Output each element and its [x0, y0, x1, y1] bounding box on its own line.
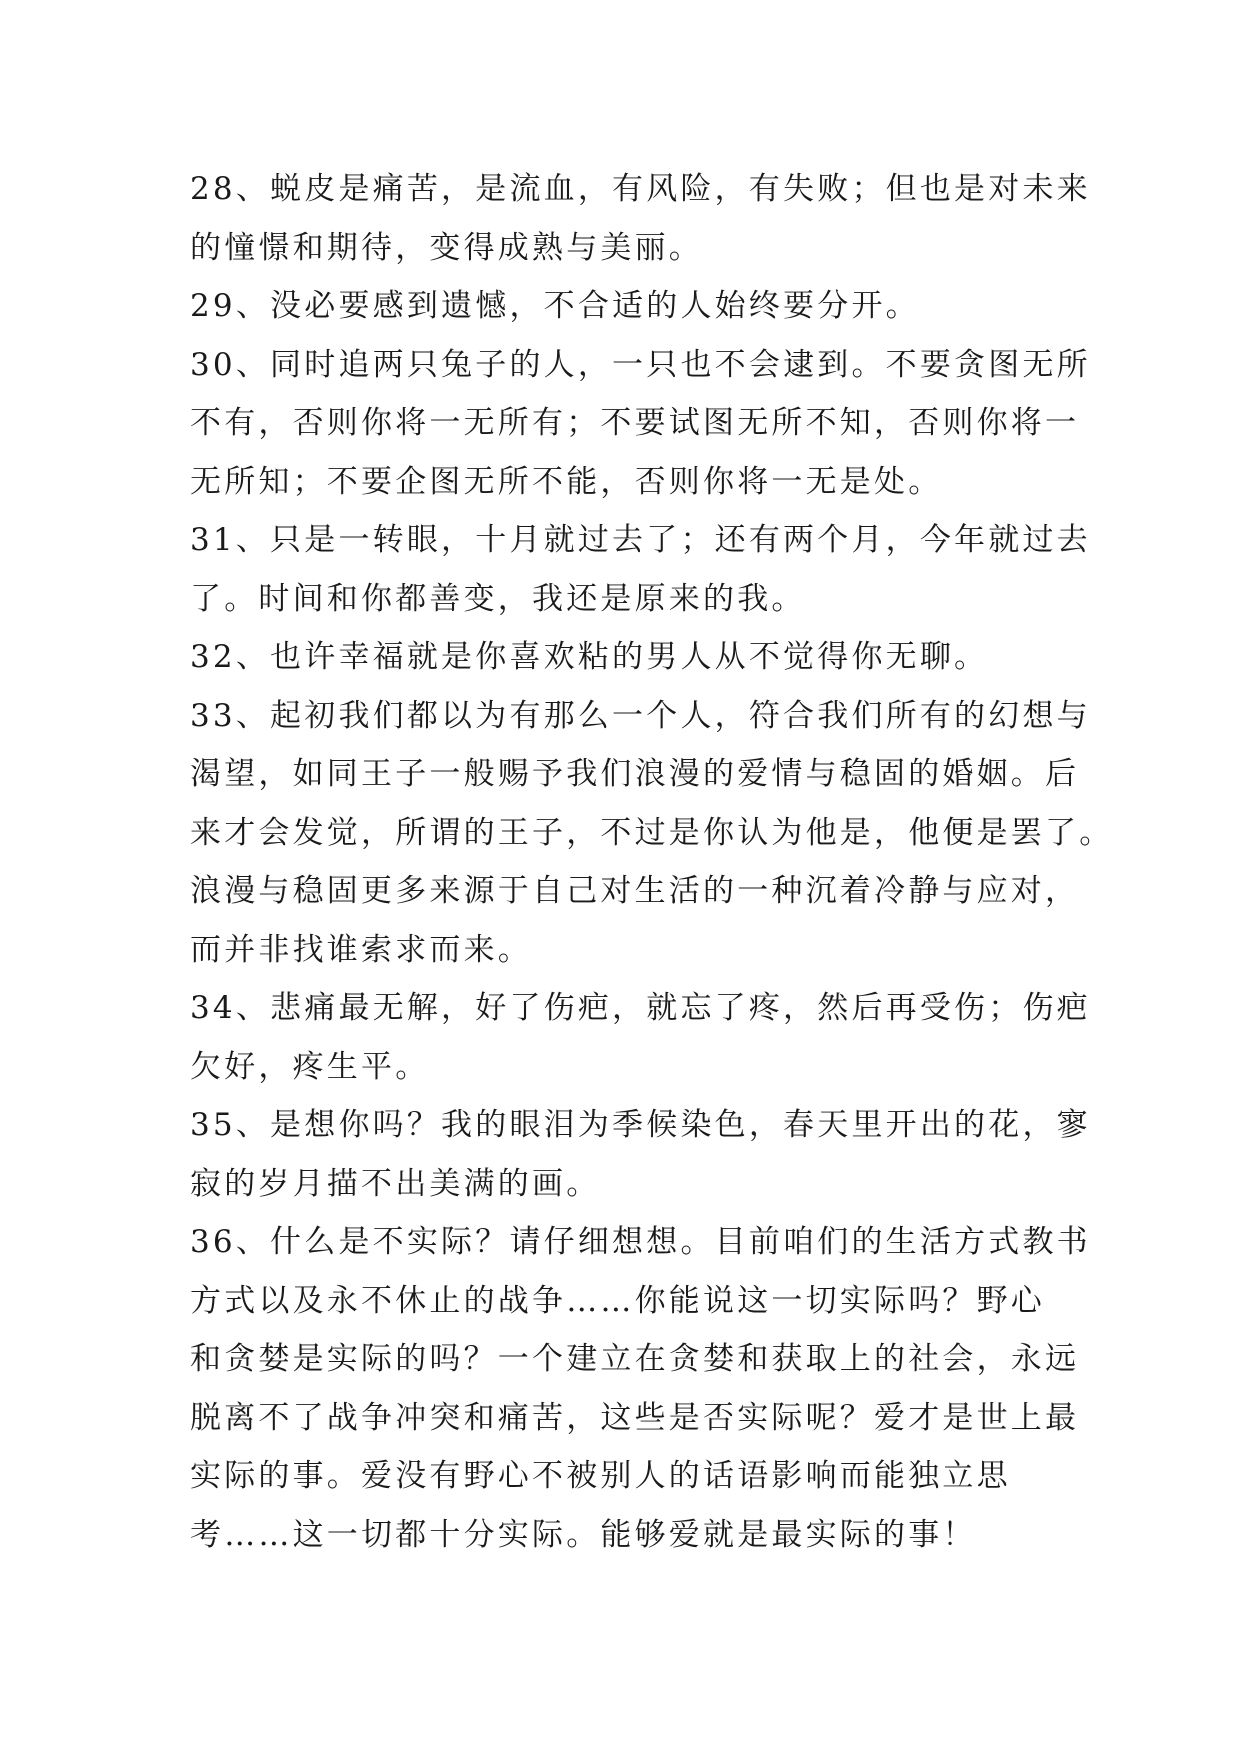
text-line: 浪漫与稳固更多来源于自己对生活的一种沉着冷静与应对， [190, 873, 1080, 909]
text-line: 30、同时追两只兔子的人，一只也不会逮到。不要贪图无所 [190, 346, 1091, 383]
document-body [190, 160, 1114, 1564]
text-line: 脱离不了战争冲突和痛苦，这些是否实际呢？爱才是世上最 [190, 1399, 1080, 1436]
text-line: 28、蜕皮是痛苦，是流血，有风险，有失败；但也是对未来 [190, 171, 1091, 207]
text-line: 36、什么是不实际？请仔细想想。目前咱们的生活方式教书 [190, 1224, 1091, 1260]
text-line: 寂的岁月描不出美满的画。 [190, 1165, 601, 1202]
text-line: 考……这一切都十分实际。能够爱就是最实际的事！ [190, 1516, 977, 1553]
text-line: 31、只是一转眼，十月就过去了；还有两个月，今年就过去 [190, 522, 1091, 558]
text-line: 不有，否则你将一无所有；不要试图无所不知，否则你将一 [190, 405, 1080, 441]
text-line: 35、是想你吗？我的眼泪为季候染色，春天里开出的花，寥 [190, 1107, 1091, 1143]
text-line: 方式以及永不休止的战争……你能说这一切实际吗？野心 [190, 1282, 1045, 1319]
text-line: 渴望，如同王子一般赐予我们浪漫的爱情与稳固的婚姻。后 [190, 756, 1080, 792]
text-line: 而并非找谁索求而来。 [190, 931, 532, 968]
text-line: 29、没必要感到遗憾，不合适的人始终要分开。 [190, 288, 920, 324]
text-line: 了。时间和你都善变，我还是原来的我。 [190, 580, 806, 617]
text-line: 和贪婪是实际的吗？一个建立在贪婪和获取上的社会，永远 [190, 1341, 1080, 1377]
text-line: 欠好，疼生平。 [190, 1048, 430, 1085]
text-line: 实际的事。爱没有野心不被别人的话语影响而能独立思 [190, 1458, 1011, 1494]
text-line: 的憧憬和期待，变得成熟与美丽。 [190, 229, 703, 266]
text-line: 32、也许幸福就是你喜欢粘的男人从不觉得你无聊。 [190, 639, 989, 675]
text-line: 34、悲痛最无解，好了伤疤，就忘了疼，然后再受伤；伤疤 [190, 990, 1091, 1026]
text-line: 无所知；不要企图无所不能，否则你将一无是处。 [190, 463, 943, 500]
text-line: 33、起初我们都以为有那么一个人，符合我们所有的幻想与 [190, 697, 1091, 734]
text-line: 来才会发觉，所谓的王子，不过是你认为他是，他便是罢了。 [190, 814, 1114, 851]
